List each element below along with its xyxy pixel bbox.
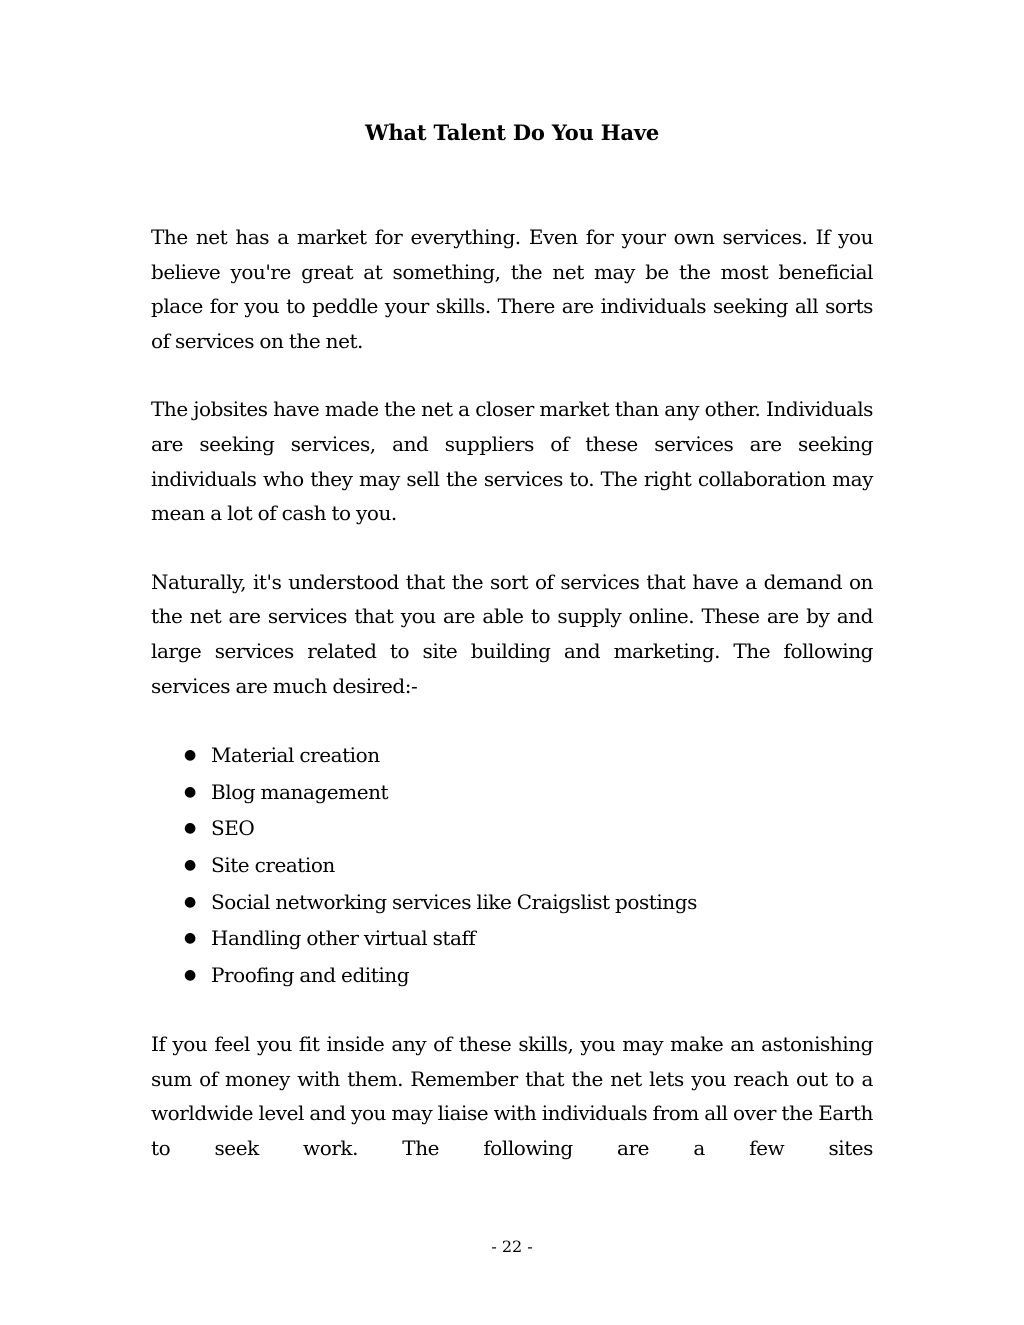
list-item-text: Material creation xyxy=(211,743,380,768)
bullet-icon: ● xyxy=(184,966,196,983)
list-item-text: Site creation xyxy=(211,852,335,877)
body-text xyxy=(151,220,873,1200)
list-item-text: Social networking services like Craigslist postings xyxy=(211,889,697,914)
list-item-text: SEO xyxy=(211,816,255,841)
list-item xyxy=(151,774,873,811)
list-item xyxy=(151,737,873,774)
list-item xyxy=(151,810,873,847)
bullet-icon: ● xyxy=(184,747,196,764)
page-title: What Talent Do You Have xyxy=(364,120,659,145)
closing-paragraph: If you feel you fit inside any of these skills, you may make an astonishing sum of money with them. Remember that the net lets you reach out to a worldwide level and you may liaise with individuals from all over the Earth to seek work. The following are a few sites xyxy=(151,1032,873,1161)
list-item-text: Proofing and editing xyxy=(211,962,410,987)
bullet-icon: ● xyxy=(184,783,196,800)
list-item-text: Blog management xyxy=(211,779,389,804)
list-item xyxy=(151,884,873,921)
page-number: - 22 - xyxy=(491,1237,533,1256)
paragraph-3: Naturally, it's understood that the sort of services that have a demand on the net are services that you are able to supply online. These are by and large services related to site building and marketing. The following services are much desired:- xyxy=(151,569,873,698)
list-item-text: Handling other virtual staff xyxy=(211,926,476,951)
list-item xyxy=(151,920,873,957)
bullet-icon: ● xyxy=(184,820,196,837)
services-list xyxy=(151,737,873,993)
paragraph-2: The jobsites have made the net a closer market than any other. Individuals are seeking services, and suppliers of these services are seeking individuals who they may sell the services to. The right collaboration may mean a lot of cash to you. xyxy=(151,397,873,526)
paragraph-1: The net has a market for everything. Even for your own services. If you believe you're great at something, the net may be the most beneficial place for you to peddle your skills. There are individuals seeking all sorts of services on the net. xyxy=(151,225,873,353)
bullet-icon: ● xyxy=(184,930,196,947)
bullet-icon: ● xyxy=(184,893,196,910)
list-item xyxy=(151,957,873,994)
bullet-icon: ● xyxy=(184,856,196,873)
list-item xyxy=(151,847,873,884)
